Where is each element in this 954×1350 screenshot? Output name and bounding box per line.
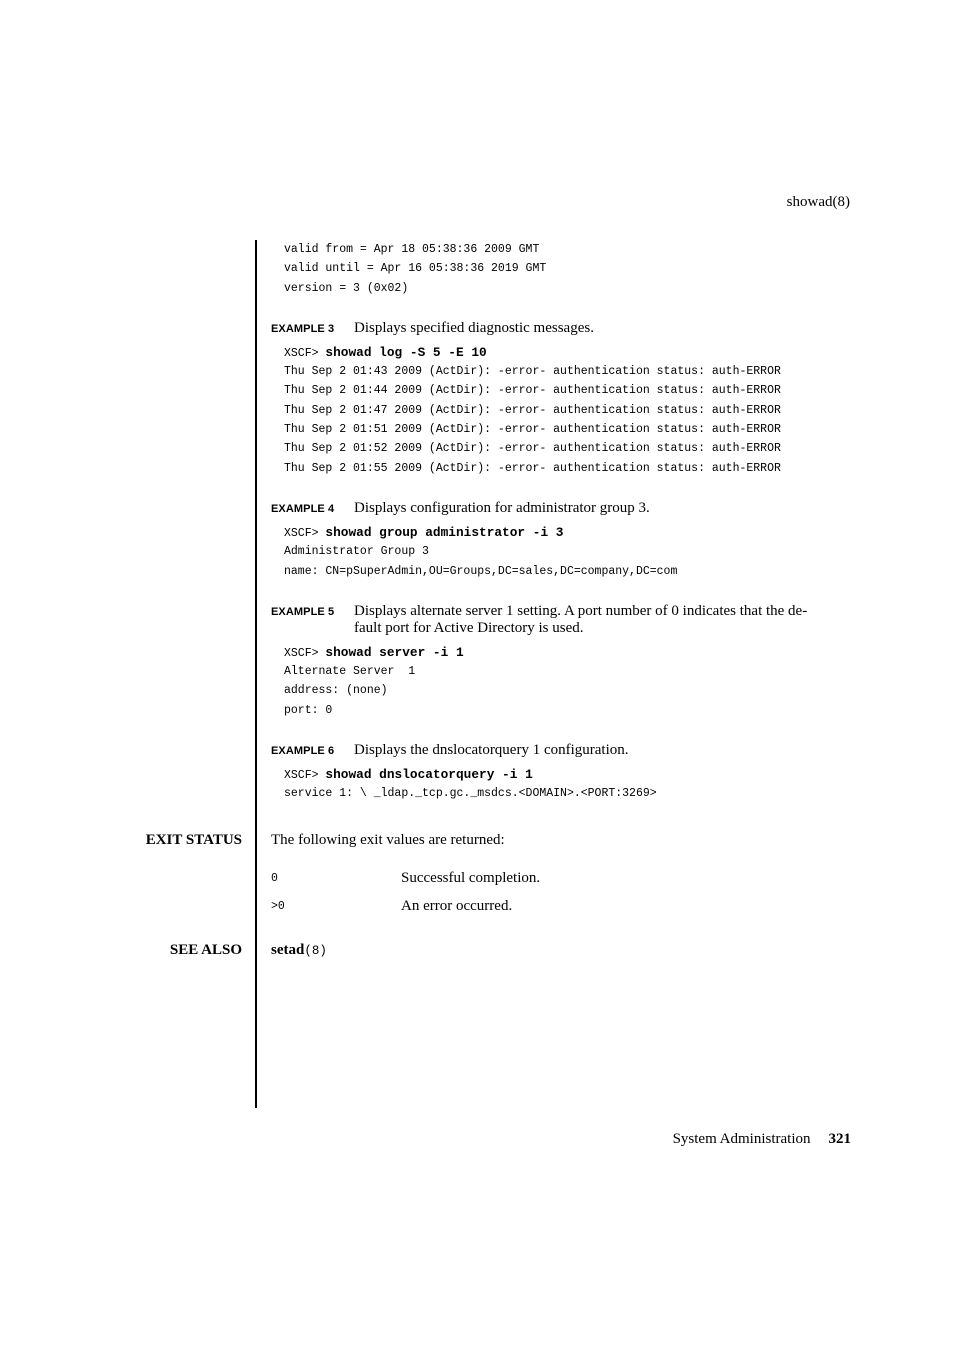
example-label: EXAMPLE 5 <box>271 605 335 618</box>
example-code <box>271 765 851 804</box>
example-4 <box>271 500 851 581</box>
code-line: Thu Sep 2 01:44 2009 (ActDir): -error- authentication status: auth-ERROR <box>284 384 781 398</box>
code-line: Thu Sep 2 01:55 2009 (ActDir): -error- authentication status: auth-ERROR <box>284 461 781 475</box>
exit-status-heading: EXIT STATUS <box>145 832 242 848</box>
example-label: EXAMPLE 4 <box>271 502 335 515</box>
see-also-heading: SEE ALSO <box>169 942 242 958</box>
code-line: Thu Sep 2 01:47 2009 (ActDir): -error- authentication status: auth-ERROR <box>284 403 781 417</box>
example-description: Displays alternate server 1 setting. A port number of 0 indicates that the de- fault port for Active Directory is used. <box>354 602 808 636</box>
example-5 <box>271 603 851 720</box>
command-line: XSCF> showad group administrator -i 3 <box>284 524 564 540</box>
code-line: valid until = Apr 16 05:38:36 2019 GMT <box>284 262 547 276</box>
code-line: Thu Sep 2 01:52 2009 (ActDir): -error- authentication status: auth-ERROR <box>284 442 781 456</box>
example-3 <box>271 320 851 478</box>
code-line: name: CN=pSuperAdmin,OU=Groups,DC=sales,DC=company,DC=com <box>284 564 678 578</box>
exit-description: Successful completion. <box>401 870 541 886</box>
code-line: Administrator Group 3 <box>284 545 429 559</box>
command-line: XSCF> showad server -i 1 <box>284 644 464 660</box>
page-header-title: showad(8) <box>786 194 850 210</box>
code-line: Thu Sep 2 01:43 2009 (ActDir): -error- authentication status: auth-ERROR <box>284 365 781 379</box>
code-line: Thu Sep 2 01:51 2009 (ActDir): -error- authentication status: auth-ERROR <box>284 423 781 437</box>
code-line: service 1: \ _ldap._tcp.gc._msdcs.<DOMAIN>.<PORT:3269> <box>284 787 657 801</box>
code-line: address: (none) <box>284 684 388 698</box>
example-description: Displays specified diagnostic messages. <box>354 319 594 336</box>
code-line: port: 0 <box>284 703 333 717</box>
example-6 <box>271 742 851 804</box>
see-also-link-section[interactable]: (8) <box>304 944 327 958</box>
exit-code: >0 <box>271 900 285 913</box>
example-label: EXAMPLE 6 <box>271 745 335 758</box>
command-line: XSCF> showad dnslocatorquery -i 1 <box>284 767 533 783</box>
code-line: version = 3 (0x02) <box>284 281 409 295</box>
continued-code-block <box>271 240 851 298</box>
exit-description: An error occurred. <box>401 898 513 914</box>
example-code <box>271 643 851 720</box>
page-footer <box>673 1131 851 1148</box>
code-line: valid from = Apr 18 05:38:36 2009 GMT <box>284 243 540 256</box>
code-line: Alternate Server 1 <box>284 665 416 679</box>
example-description: Displays configuration for administrator group 3. <box>354 499 650 516</box>
page-number: 321 <box>828 1131 851 1147</box>
example-code <box>271 343 851 478</box>
command-line: XSCF> showad log -S 5 -E 10 <box>284 344 487 360</box>
see-also-entry[interactable] <box>271 942 327 959</box>
exit-status-intro: The following exit values are returned: <box>271 832 505 848</box>
exit-code: 0 <box>271 872 278 885</box>
example-label: EXAMPLE 3 <box>271 322 335 335</box>
main-content <box>271 240 851 804</box>
margin-rule <box>255 240 257 1108</box>
example-code <box>271 523 851 581</box>
see-also-link-name[interactable]: setad <box>271 942 305 958</box>
example-description: Displays the dnslocatorquery 1 configuration. <box>354 742 629 759</box>
footer-book-title: System Administration <box>672 1131 811 1147</box>
